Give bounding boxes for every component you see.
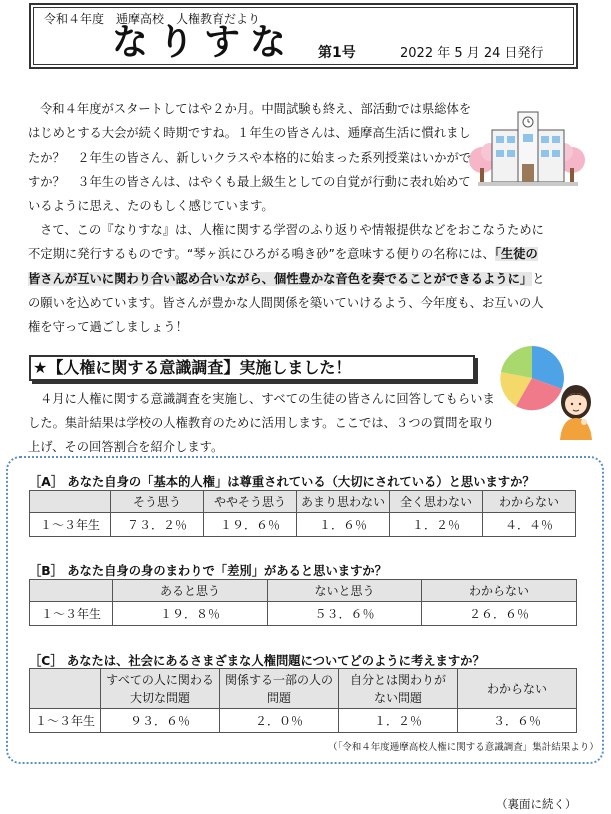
table-row-label: １～３年生	[30, 709, 101, 733]
header-line: 自分とは関わりが	[349, 672, 446, 687]
table-header: わからない	[422, 580, 577, 602]
table-cell: ４．４％	[483, 513, 576, 537]
table-header: わからない	[483, 491, 576, 513]
newsletter-subtitle: 令和４年度 逓摩高校 人権教育だより	[44, 12, 261, 26]
table-header: あると思う	[113, 580, 268, 602]
table-header	[458, 669, 577, 709]
table-row-label: １～３年生	[30, 602, 113, 626]
table-header: 全く思わない	[390, 491, 483, 513]
table-cell: ９３．６％	[101, 709, 220, 733]
intro-paragraph-2-text: さて、この『なりすな』は、人権に関する学習のふり返りや情報提供などをおこなうために不定期に発行するものです。“琴ヶ浜にひろがる鳴き砂”を意味する便りの名称には、	[28, 223, 544, 262]
issue-number: 第1号	[318, 45, 356, 61]
intro-paragraph-2-end: との願いを込めています。皆さんが豊かな人間関係を築いていけるよう、今年度も、お互いの人権を守って過ごしましょう！	[28, 271, 545, 335]
table-header	[101, 669, 220, 709]
table-header	[220, 669, 339, 709]
table-cell: ２６．６％	[422, 602, 577, 626]
survey-source-note: （「令和４年度逓摩高校人権に関する意識調査」集計結果より）	[328, 742, 599, 753]
question-c-table	[29, 668, 577, 733]
table-corner	[30, 669, 101, 709]
intro-highlight: 「生徒の皆さんが互いに関わり合い認め合いながら、個性豊かな音色を奏でることができるように」	[28, 247, 538, 286]
header-line: 関係する一部の人の	[224, 672, 333, 687]
newsletter-title: なりすな	[112, 22, 297, 63]
table-cell: １．２％	[339, 709, 458, 733]
survey-intro-text: ４月に人権に関する意識調査を実施し、すべての生徒の皆さんに回答してもらいました。集計結果は学校の人権教育のために活用します。ここでは、３つの質問を取り上げ、その回答割合を紹介します。	[28, 392, 495, 454]
table-cell: ７３．２％	[111, 513, 204, 537]
table-cell: １．６％	[297, 513, 390, 537]
table-cell: ２．０％	[220, 709, 339, 733]
table-cell: ３．６％	[458, 709, 577, 733]
school-building-illustration	[468, 100, 588, 195]
table-header	[339, 669, 458, 709]
table-header: あまり思わない	[297, 491, 390, 513]
intro-paragraph-1: 令和４年度がスタートしてはや２か月。中間試験も終え、部活動では県総体をはじめとする大会が続く時期ですね。１年生の皆さんは、逓摩高生活に慣れましたか？ ２年生の皆さん、新しいクラスや本格的に始まった系列授業はいかがですか？ ３年生の皆さんは、はやくも最上級生としての自覚が行動に表れ始めているように思え、たのもしく感じています。	[28, 102, 472, 214]
question-a-title: ［A］ あなた自身の「基本的人権」は尊重されている（大切にされている）と思いますか？	[29, 475, 535, 489]
table-header: ややそう思う	[204, 491, 297, 513]
issue-date: 2022 年 5 月 24 日発行	[400, 46, 544, 61]
table-corner	[30, 491, 111, 513]
continued-note: （裏面に続く）	[496, 797, 577, 811]
table-header: そう思う	[111, 491, 204, 513]
header-line: すべての人に関わる	[106, 672, 214, 687]
table-row-label: １～３年生	[30, 513, 111, 537]
table-header: ないと思う	[268, 580, 422, 602]
question-b-table	[29, 579, 577, 626]
header-line: 大切な問題	[129, 690, 190, 705]
table-cell: ５３．６％	[268, 602, 422, 626]
intro-paragraph-2	[28, 218, 550, 339]
question-a-table	[29, 490, 576, 537]
question-c-title: ［C］ あなたは、社会にあるさまざまな人権問題についてどのように考えますか？	[29, 654, 485, 668]
pie-chart-girl-illustration	[498, 340, 608, 440]
table-corner	[30, 580, 113, 602]
header-line: ない問題	[373, 690, 422, 705]
table-cell: １．２％	[390, 513, 483, 537]
table-cell: １９．６％	[204, 513, 297, 537]
header-line: わからない	[486, 681, 547, 696]
survey-section-heading: ★【人権に関する意識調査】実施しました！	[29, 355, 475, 381]
question-b-title: ［B］ あなた自身の身のまわりで「差別」があると思いますか？	[29, 564, 387, 578]
header-line: 問題	[266, 690, 291, 705]
table-cell: １９．８％	[113, 602, 268, 626]
